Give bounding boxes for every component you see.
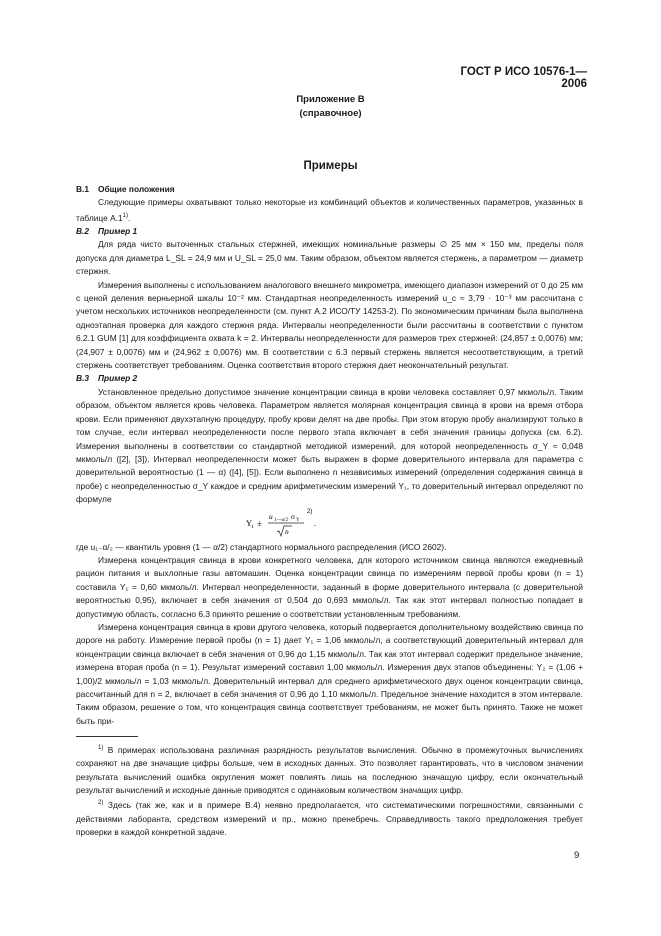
paragraph: Измерения выполнены с использованием аналогового внешнего микрометра, имеющего диапазон измерений от 0 до 25 мм с ценой деления верньерной шкалы 10⁻² мм. Стандартная неопределенность измерений u_c ≈ 3,79 · 10⁻³ мм рассчитана с учетом нескольких источников неопределенности (см. пункт А.2 ИСО/ТУ 14253-2). По экономическим причинам была выполнена одноэтапная проверка для каждого стержня ряда. Интервалы неопределенности были рассчитаны в соответствии с пунктом 6.2.1 GUM [1] для коэффициента охвата k = 2. Интервалы неопределенности для размеров трех стержней: (24,857 ± 0,0076) мм; (24,907 ± 0,0076) мм и (24,962 ± 0,0076) мм. В соответствии с 6.3 первый стержень является несоответствующим, а третий стержень соответствует требованиям. Оценка соответствия второго стержня дает неокончательный результат. [76, 279, 583, 371]
document-code: ГОСТ Р ИСО 10576-1—2006 [460, 66, 587, 90]
paragraph: Измерена концентрация свинца в крови другого человека, который подвергается дополнительному воздействию свинца по дороге на работу. Измерение первой пробы (n = 1) дает Y₁ = 1,06 мкмоль/л, а соответствующий доверительный интервал для концентрации свинца включает в себя значения от 0,96 до 1,15 мкмоль/л. Так как этот интервал содержит предельное значение, измерена вторая проба (n = 1). Результат измерений составил 1,00 мкмоль/л. Измерения двух этапов объединены: Y₂ = (1,06 + 1,00)/2 мкмоль/л = 1,03 мкмоль/л. Доверительный интервал для среднего арифметического двух оценок концентрации свинца, рассчитанный для n = 2, включает в себя значения от 0,96 до 1,10 мкмоль/л. Предельное значение находится в этом интервале. Таким образом, решение о том, что концентрация свинца соответствует требованиям, не может быть принято. Также не может быть при- [76, 621, 583, 726]
paragraph: Для ряда чисто выточенных стальных стержней, имеющих номинальные размеры ∅ 25 мм × 150 мм, пределы поля допуска для диаметра L_SL = 24,9 мм и U_SL = 25,0 мм. Таким образом, объектом является стержень, а параметром — диаметр стержня. [76, 239, 583, 277]
svg-text:n: n [285, 526, 289, 536]
svg-text:.: . [314, 518, 317, 528]
footnote: $^{1)}$ В примерах использована различная разрядность результатов вычисления. Обычно в промежуточных вычислениях сохраняют на две значащие цифры больше, чем в исходных данных. Это позволяет гарантировать, что в числовом значении результата вычислений ошибка округления может повлиять лишь на последнюю значащую цифру, если окончательный результат вычислений и исходные данные приводятся с одинаковым количеством значащих цифр. [76, 744, 583, 796]
svg-text:1: 1 [251, 523, 254, 530]
svg-text:1—α/2: 1—α/2 [274, 517, 289, 523]
appendix-subtitle: (справочное) [299, 108, 362, 119]
svg-text:σ: σ [291, 511, 296, 521]
footnote: $^{2)}$ Здесь (так же, как и в примере В.4) неявно предполагается, что систематическими погрешностями, связанными с действиями лаборанта, средством измерений и пр., можно пренебречь. Справедливость такого предположения требует проверки в каждой конкретной задаче. [76, 800, 583, 838]
svg-text:±: ± [257, 518, 262, 528]
footnotes [76, 742, 583, 839]
page-title: Примеры [303, 160, 358, 172]
formula-graphic [246, 507, 416, 541]
footnote-separator [76, 736, 138, 737]
paragraph: Следующие примеры охватывают только некоторые из комбинаций объектов и количественных параметров, указанных в таблице А.1$^{1)}$. [76, 197, 583, 223]
svg-text:2): 2) [307, 508, 313, 515]
body-text [76, 183, 583, 728]
svg-text:Y: Y [246, 518, 253, 528]
page-number: 9 [574, 850, 580, 861]
svg-text:u: u [269, 511, 273, 521]
section-heading: В.1 Общие положения [76, 184, 175, 194]
paragraph: Установленное предельно допустимое значение концентрации свинца в крови человека составляет 0,97 мкмоль/л. Таким образом, объектом является кровь человека. Параметром является молярная концентрация свинца в крови на время отбора крови. Если применяют двухэтапную процедуру, пробу крови делят на две пробы. При этом вторую пробу анализируют только в том случае, если интервал неопределенности после первого этапа включает в себя значения границы допуска (см. 6.2). Измерения выполнены в соответствии со стандартной методикой измерений, для которой неопределенность σ_Y ≈ 0,048 мкмоль/л ([2], [3]). Интервал неопределенности может быть выражен в форме доверительного интервала для параметра с доверительной вероятностью (1 — α) ([4], [5]). Если выполнено n независимых измерений (определения содержания свинца в пробе) с неопределенностью σ_Y каждое и средним арифметическим измерений Y₁, то доверительный интервал определяют по формуле [76, 386, 583, 505]
confidence-interval-formula [76, 507, 583, 541]
paragraph: где u₁₋α/₂ — квантиль уровня (1 — α/2) стандартного нормального распределения (ИСО 2602). [76, 541, 447, 552]
section-heading: В.3 Пример 2 [76, 373, 138, 384]
section-heading: В.2 Пример 1 [76, 226, 138, 237]
appendix-title: Приложение В [296, 94, 365, 105]
svg-text:Y: Y [296, 517, 300, 523]
paragraph: Измерена концентрация свинца в крови конкретного человека, для которого источником свинца являются ежедневный рацион питания и выхлопные газы автомашин. Оценка концентрации свинца по измерениям первой пробы крови (n = 1) составила Y₁ = 0,60 мкмоль/л. Интервал неопределенности, заданный в форме доверительного интервала (с доверительной вероятностью 0,95), включает в себя значения от 0,504 до 0,693 мкмоль/л. Так как этот интервал полностью попадает в допустимую область, согласно 6.3 принято решение о соответствии установленным требованиям. [76, 554, 583, 619]
